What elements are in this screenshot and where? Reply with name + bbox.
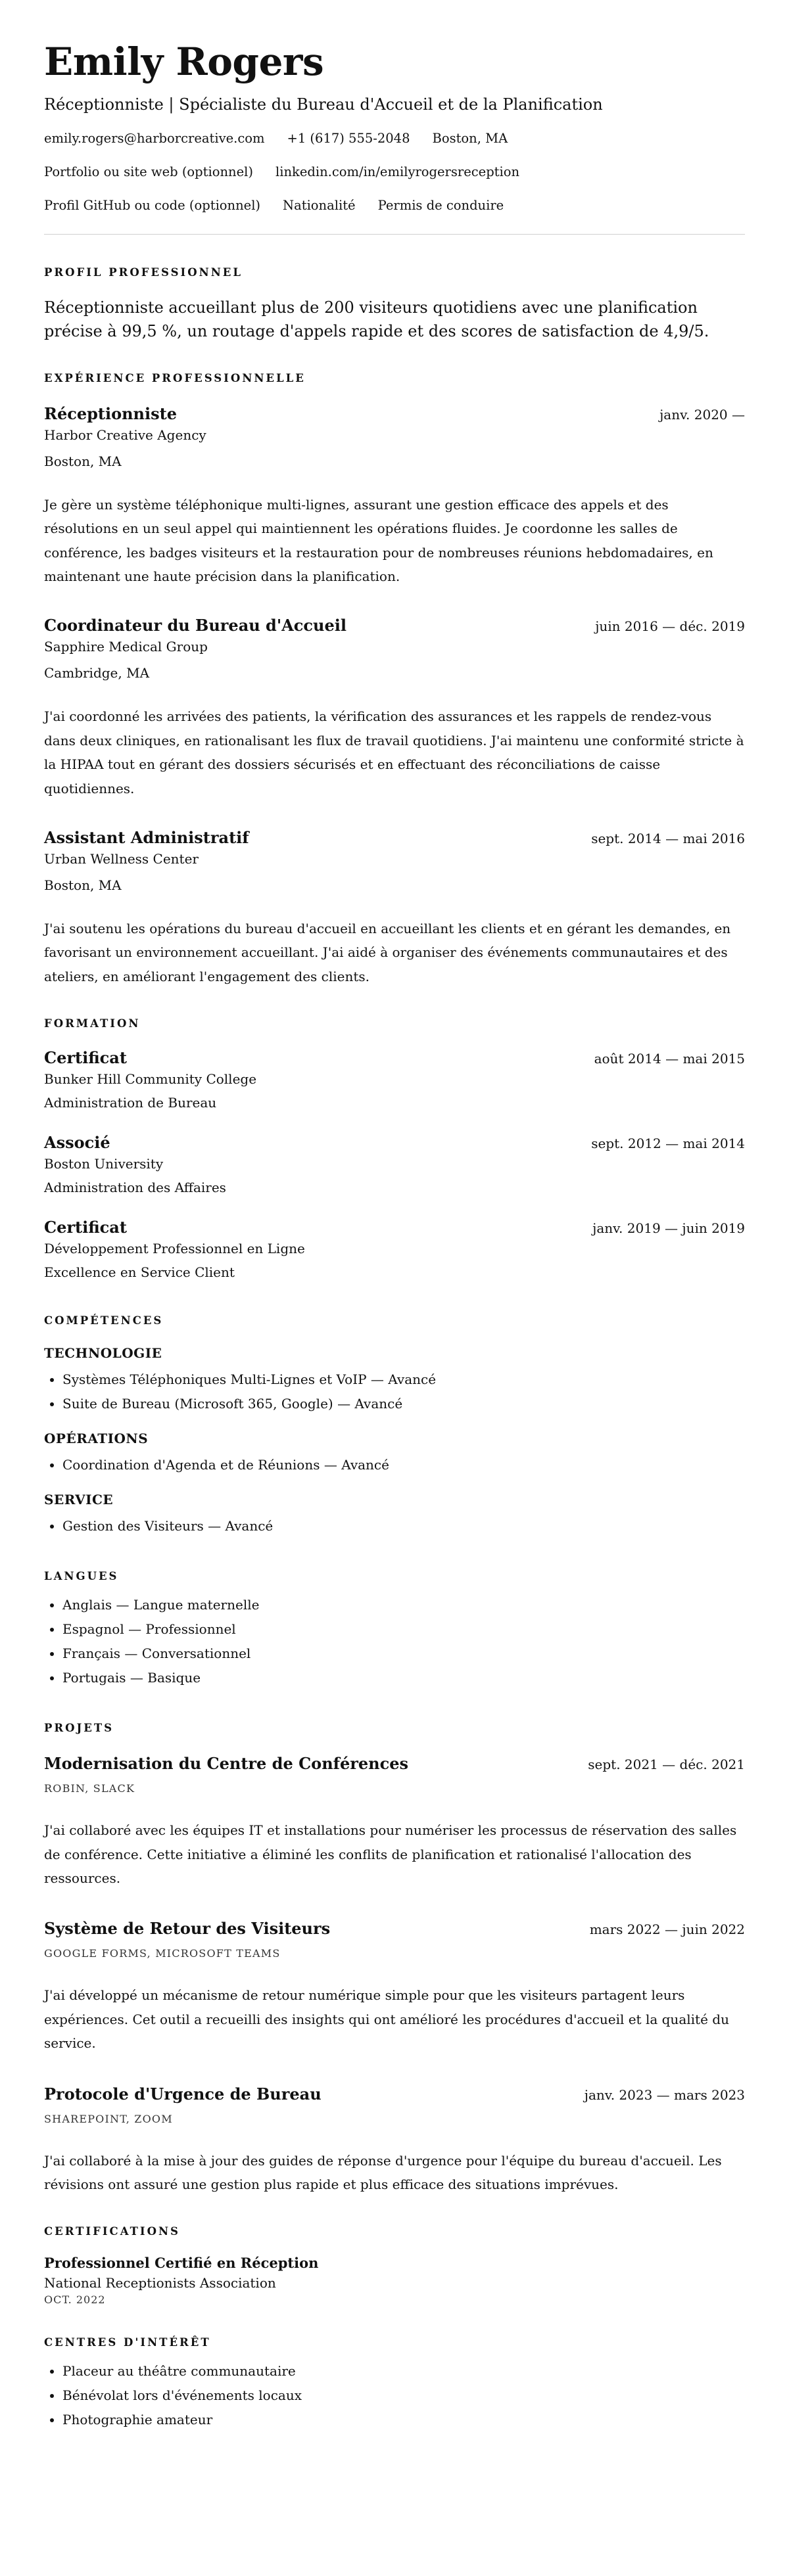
education-dates: janv. 2019 — juin 2019 <box>592 1220 745 1237</box>
degree: Certificat <box>44 1218 127 1237</box>
candidate-headline: Réceptionniste | Spécialiste du Bureau d'Accueil et de la Planification <box>44 95 603 114</box>
job-company: Harbor Creative Agency <box>44 426 206 443</box>
project-name: Système de Retour des Visiteurs <box>44 1919 331 1939</box>
job-location: Boston, MA <box>44 453 122 469</box>
job-role: Assistant Administratif <box>44 828 249 848</box>
language-item: • Français — Conversationnel <box>62 1642 745 1666</box>
project-description: J'ai collaboré avec les équipes IT et installations pour numériser les processus de réservation des salles de conférence. Cette initiative a éliminé les conflits de planification et rationalisé l'allocation des ressources. <box>44 1822 737 1886</box>
skill-category: TECHNOLOGIE <box>44 1345 162 1362</box>
project-dates: mars 2022 — juin 2022 <box>589 1921 745 1938</box>
project-dates: sept. 2021 — déc. 2021 <box>588 1757 745 1773</box>
job-description: Je gère un système téléphonique multi-lignes, assurant une gestion efficace des appels et des résolutions en un seul appel qui maintiennent les opérations fluides. Je coordonne les salles de conférence, les badges visiteurs et la restauration pour de nombreuses réunions hebdomadaires, en maintenant une haute précision dans la planification. <box>44 496 713 585</box>
driving-license: Permis de conduire <box>377 197 504 213</box>
project-entry <box>44 1754 745 1890</box>
job-dates: janv. 2020 — <box>659 406 745 423</box>
contact-row <box>44 164 745 179</box>
job-description: J'ai coordonné les arrivées des patients, la vérification des assurances et les rappels de rendez-vous dans deux cliniques, en rationalisant les flux de travail quotidiens. J'ai maintenu une conformité stricte à la HIPAA tout en gérant des dossiers sécurisés et en effectuant des réconciliations de caisse quotidiennes. <box>44 708 744 796</box>
profile-summary: Réceptionniste accueillant plus de 200 visiteurs quotidiens avec une planification précise à 99,5 %, un routage d'appels rapide et des scores de satisfaction de 4,9/5. <box>44 298 709 340</box>
project-description: J'ai collaboré à la mise à jour des guides de réponse d'urgence pour l'équipe du bureau d'accueil. Les révisions ont assuré une gestion plus rapide et plus efficace des situations imprévues. <box>44 2152 722 2192</box>
header-divider <box>44 234 745 235</box>
job-company: Sapphire Medical Group <box>44 639 208 655</box>
contact-row <box>44 131 745 146</box>
candidate-name: Emily Rogers <box>44 39 324 84</box>
skill-list <box>44 1368 745 1416</box>
field-of-study: Administration de Bureau <box>44 1095 217 1111</box>
education-entry <box>44 1133 745 1195</box>
job-role: Réceptionniste <box>44 403 177 423</box>
languages-section <box>44 1570 745 1690</box>
skill-item: • Systèmes Téléphoniques Multi-Lignes et VoIP — Avancé <box>62 1368 745 1392</box>
interest-list <box>44 2359 745 2432</box>
section-title: COMPÉTENCES <box>44 1314 164 1327</box>
education-section <box>44 1017 745 1280</box>
project-description: J'ai développé un mécanisme de retour numérique simple pour que les visiteurs partagent leurs expériences. Cet outil a recueilli des insights qui ont amélioré les procédures d'accueil et la qualité du service. <box>44 1987 729 2052</box>
github-link[interactable]: Profil GitHub ou code (optionnel) <box>44 197 261 213</box>
job-entry <box>44 404 745 589</box>
project-entry <box>44 1919 745 2055</box>
education-entry <box>44 1218 745 1280</box>
language-item: • Portugais — Basique <box>62 1666 745 1690</box>
language-item: • Anglais — Langue maternelle <box>62 1593 745 1617</box>
section-title: FORMATION <box>44 1017 141 1030</box>
degree: Certificat <box>44 1048 127 1068</box>
linkedin-link[interactable]: linkedin.com/in/emilyrogersreception <box>275 164 520 179</box>
section-title: PROJETS <box>44 1722 114 1735</box>
degree: Associé <box>44 1133 110 1153</box>
certifications-section <box>44 2225 745 2306</box>
school: Boston University <box>44 1156 164 1172</box>
job-location: Cambridge, MA <box>44 665 150 681</box>
job-role: Coordinateur du Bureau d'Accueil <box>44 616 347 635</box>
job-dates: sept. 2014 — mai 2016 <box>591 831 745 847</box>
project-dates: janv. 2023 — mars 2023 <box>584 2086 745 2103</box>
field-of-study: Excellence en Service Client <box>44 1264 235 1281</box>
experience-section <box>44 372 745 988</box>
job-company: Urban Wellness Center <box>44 851 199 867</box>
contact-row <box>44 198 745 213</box>
skill-category: SERVICE <box>44 1492 114 1508</box>
interest-item: • Placeur au théâtre communautaire <box>62 2359 745 2383</box>
interest-item: • Bénévolat lors d'événements locaux <box>62 2383 745 2408</box>
job-location: Boston, MA <box>44 877 122 894</box>
language-list <box>44 1593 745 1690</box>
section-title: LANGUES <box>44 1570 119 1583</box>
profile-section <box>44 266 745 343</box>
job-dates: juin 2016 — déc. 2019 <box>595 618 745 635</box>
project-tech: ROBIN, SLACK <box>44 1782 135 1795</box>
skill-list <box>44 1453 745 1477</box>
job-description: J'ai soutenu les opérations du bureau d'accueil en accueillant les clients et en gérant les demandes, en favorisant un environnement accueillant. J'ai aidé à organiser des événements communautaires et des ateliers, en améliorant l'engagement des clients. <box>44 921 731 984</box>
projects-section <box>44 1722 745 2196</box>
interest-item: • Photographie amateur <box>62 2408 745 2432</box>
project-tech: GOOGLE FORMS, MICROSOFT TEAMS <box>44 1947 281 1960</box>
nationality: Nationalité <box>283 197 356 213</box>
education-dates: août 2014 — mai 2015 <box>594 1051 745 1067</box>
certification-issuer: National Receptionists Association <box>44 2275 276 2291</box>
job-entry <box>44 616 745 800</box>
language-item: • Espagnol — Professionnel <box>62 1617 745 1642</box>
section-title: CERTIFICATIONS <box>44 2225 180 2238</box>
skill-item: • Gestion des Visiteurs — Avancé <box>62 1514 745 1538</box>
skills-section <box>44 1314 745 1538</box>
education-dates: sept. 2012 — mai 2014 <box>591 1136 745 1152</box>
interests-section <box>44 2336 745 2432</box>
email-link[interactable]: emily.rogers@harborcreative.com <box>44 130 265 146</box>
location: Boston, MA <box>432 130 508 146</box>
project-name: Protocole d'Urgence de Bureau <box>44 2084 322 2104</box>
phone-number[interactable]: +1 (617) 555-2048 <box>287 130 410 146</box>
certification-name: Professionnel Certifié en Réception <box>44 2255 319 2272</box>
skill-category: OPÉRATIONS <box>44 1431 149 1447</box>
project-entry <box>44 2084 745 2197</box>
school: Bunker Hill Community College <box>44 1071 257 1088</box>
skill-list <box>44 1514 745 1538</box>
school: Développement Professionnel en Ligne <box>44 1241 305 1257</box>
field-of-study: Administration des Affaires <box>44 1180 226 1196</box>
project-tech: SHAREPOINT, ZOOM <box>44 2112 173 2125</box>
certification-date: OCT. 2022 <box>44 2293 106 2307</box>
section-title: PROFIL PROFESSIONNEL <box>44 265 243 279</box>
project-name: Modernisation du Centre de Conférences <box>44 1754 408 1774</box>
job-entry <box>44 828 745 988</box>
portfolio-link[interactable]: Portfolio ou site web (optionnel) <box>44 164 253 179</box>
education-entry <box>44 1048 745 1111</box>
section-title: CENTRES D'INTÉRÊT <box>44 2336 211 2349</box>
section-title: EXPÉRIENCE PROFESSIONNELLE <box>44 371 306 384</box>
skill-item: • Suite de Bureau (Microsoft 365, Google) — Avancé <box>62 1392 745 1416</box>
skill-item: • Coordination d'Agenda et de Réunions — Avancé <box>62 1453 745 1477</box>
